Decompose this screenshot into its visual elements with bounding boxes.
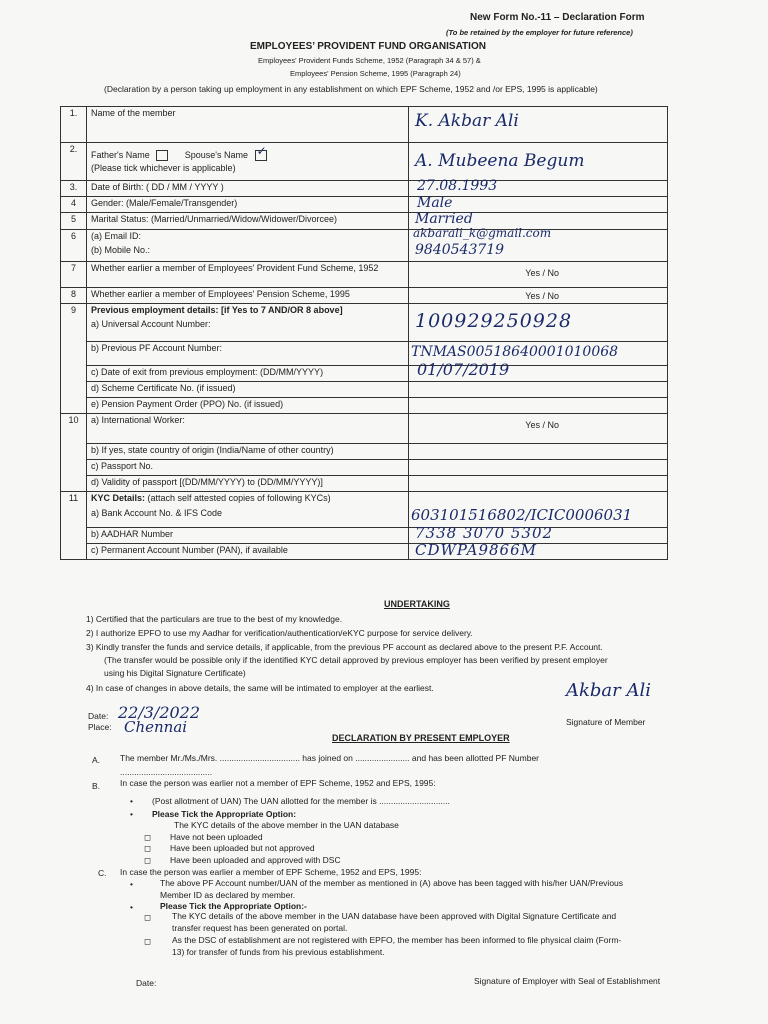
row-eps-member (61, 288, 668, 304)
row-label: b) AADHAR Number (87, 528, 409, 544)
uan-label: a) Universal Account Number: (91, 319, 211, 329)
father-spouse-cell (87, 143, 409, 181)
section-a-text: The member Mr./Ms./Mrs. .................................. has joined on ....................... and has been allotted PF Number (120, 753, 540, 763)
undertaking-item: 3) Kindly transfer the funds and service details, if applicable, from the previous PF account as declared above to the present P.F. Account. (86, 642, 603, 652)
scheme-cert-field[interactable] (409, 382, 668, 398)
row-father-spouse (61, 143, 668, 181)
pan-value: CDWPA9866M (415, 541, 538, 559)
option-c1-line2: transfer request has been generated on portal. (172, 923, 348, 933)
section-a-label: A. (92, 755, 101, 765)
row-label: Gender: (Male/Female/Transgender) (87, 197, 409, 213)
row-label: c) Passport No. (87, 460, 409, 476)
row-label: d) Scheme Certificate No. (if issued) (87, 382, 409, 398)
option-c1-line1: The KYC details of the above member in the UAN database have been approved with Digital Signature Certificate and (172, 911, 617, 921)
row-label: e) Pension Payment Order (PPO) No. (if issued) (87, 398, 409, 414)
intl-worker-field[interactable] (409, 414, 668, 444)
undertaking-item: 2) I authorize EPFO to use my Aadhar for verification/authentication/eKYC purpose for service delivery. (86, 628, 473, 638)
kyc-cell (87, 492, 409, 528)
employer-declaration-title: DECLARATION BY PRESENT EMPLOYER (332, 733, 510, 743)
undertaking-title: UNDERTAKING (384, 599, 450, 609)
row-label: Marital Status: (Married/Unmarried/Widow/Widower/Divorcee) (87, 213, 409, 230)
row-passport (61, 460, 668, 476)
bullet-icon: • (130, 879, 133, 889)
member-signature: Akbar Ali (566, 680, 651, 701)
prev-pf-value: TNMAS00518640001010068 (411, 344, 619, 360)
undertaking-item: 4) In case of changes in above details, the same will be intimated to employer at the earliest. (86, 683, 434, 693)
row-passport-validity (61, 476, 668, 492)
row-epf-member (61, 262, 668, 288)
kyc-subheading: The KYC details of the above member in the UAN database (174, 820, 399, 830)
passport-field[interactable] (409, 460, 668, 476)
member-name-value: K. Akbar Ali (415, 111, 519, 131)
bullet-icon: • (130, 809, 133, 819)
row-label: Whether earlier a member of Employees' Provident Fund Scheme, 1952 (87, 262, 409, 288)
gender-value: Male (417, 195, 453, 211)
row-number: 5 (61, 213, 87, 230)
member-details-table (60, 106, 668, 560)
mobile-value: 9840543719 (415, 242, 505, 258)
dob-value: 27.08.1993 (417, 178, 498, 194)
option-checkbox[interactable]: ◻ (144, 855, 152, 865)
tick-option-heading-c: Please Tick the Appropriate Option:- (160, 901, 307, 911)
mobile-label: (b) Mobile No.: (91, 245, 151, 255)
bank-value: 603101516802/ICIC0006031 (411, 506, 633, 524)
row-intl-worker (61, 414, 668, 444)
ppo-field[interactable] (409, 398, 668, 414)
place-label: Place: (88, 722, 112, 732)
spouse-label: Spouse's Name (184, 150, 249, 160)
yes-no-option: Yes / No (525, 268, 559, 278)
row-bank (61, 492, 668, 528)
tick-option-heading: Please Tick the Appropriate Option: (152, 809, 297, 819)
row-label: b) Previous PF Account Number: (87, 342, 409, 366)
email-value: akbarali_k@gmail.com (413, 226, 552, 240)
undertaking-item: using his Digital Signature Certificate) (104, 668, 246, 678)
row-number: 3. (61, 181, 87, 197)
uan-allotted-line: (Post allotment of UAN) The UAN allotted for the member is .............................. (152, 796, 450, 806)
aadhar-value: 7338 3070 5302 (415, 524, 554, 542)
scheme-line-2: Employees' Pension Scheme, 1995 (Paragraph 24) (290, 69, 461, 78)
kyc-note: (attach self attested copies of following KYCs) (147, 493, 331, 503)
row-exit-date (61, 366, 668, 382)
option-checkbox[interactable]: ◻ (144, 912, 152, 922)
row-member-name (61, 107, 668, 143)
undertaking-item: 1) Certified that the particulars are true to the best of my knowledge. (86, 614, 343, 624)
member-signature-label: Signature of Member (566, 717, 646, 727)
prev-employment-heading: Previous employment details: [if Yes to 7 AND/OR 8 above] (91, 305, 343, 315)
row-number: 7 (61, 262, 87, 288)
exit-date-field[interactable] (409, 360, 668, 382)
row-label: Name of the member (87, 107, 409, 143)
row-dob (61, 181, 668, 197)
eps-member-field[interactable] (409, 288, 668, 304)
row-number: 2. (61, 143, 87, 181)
row-label: Date of Birth: ( DD / MM / YYYY ) (87, 181, 409, 197)
bank-label: a) Bank Account No. & IFS Code (91, 508, 223, 518)
row-ppo (61, 398, 668, 414)
date-label: Date: (88, 711, 109, 721)
tagged-line-1: The above PF Account number/UAN of the member as mentioned in (A) above has been tagged with his/her UAN/Previous (160, 878, 624, 888)
marital-value: Married (415, 211, 473, 227)
passport-validity-field[interactable] (409, 476, 668, 492)
father-spouse-value: A. Mubeena Begum (415, 151, 585, 171)
row-gender (61, 197, 668, 213)
yes-no-option: Yes / No (525, 291, 559, 301)
row-number: 1. (61, 107, 87, 143)
option-checkbox[interactable]: ◻ (144, 936, 152, 946)
row-label: Whether earlier a member of Employees' Pension Scheme, 1995 (87, 288, 409, 304)
father-checkbox[interactable] (156, 150, 168, 161)
father-label: Father's Name (91, 150, 150, 160)
father-spouse-field[interactable] (409, 143, 668, 181)
tick-note: (Please tick whichever is applicable) (91, 163, 236, 174)
option-checkbox[interactable]: ◻ (144, 843, 152, 853)
option-checkbox[interactable]: ◻ (144, 832, 152, 842)
row-pan (61, 544, 668, 560)
row-label: c) Permanent Account Number (PAN), if available (87, 544, 409, 560)
org-title: EMPLOYEES’ PROVIDENT FUND ORGANISATION (250, 41, 486, 52)
place-value: Chennai (124, 718, 188, 736)
option-not-approved: Have been uploaded but not approved (170, 843, 315, 853)
row-prev-pf (61, 342, 668, 366)
bullet-icon: • (130, 902, 133, 912)
row-number: 8 (61, 288, 87, 304)
row-number: 11 (61, 492, 87, 560)
option-approved-dsc: Have been uploaded and approved with DSC (170, 855, 341, 865)
scheme-line-1: Employees' Provident Funds Scheme, 1952 (Paragraph 34 & 57) & (258, 56, 481, 65)
tagged-line-2: Member ID as declared by member. (160, 890, 296, 900)
pan-field[interactable] (409, 541, 668, 560)
row-scheme-cert (61, 382, 668, 398)
row-prev-uan (61, 304, 668, 342)
employer-date-label: Date: (136, 978, 157, 988)
declaration-note: (Declaration by a person taking up employment in any establishment on which EPF Scheme, 1952 and /or EPS, 1995 is applicable) (104, 84, 598, 94)
contact-field[interactable] (409, 226, 668, 262)
row-number: 4 (61, 197, 87, 213)
prev-employment-cell (87, 304, 409, 342)
kyc-heading: KYC Details: (91, 493, 146, 503)
date-value: 22/3/2022 (118, 703, 201, 722)
form-number: New Form No.-11 – Declaration Form (470, 12, 645, 23)
row-number: 9 (61, 304, 87, 414)
row-contact (61, 230, 668, 262)
retain-note: (To be retained by the employer for future reference) (446, 28, 633, 37)
row-label: a) International Worker: (87, 414, 409, 444)
option-c2-line2: 13) for transfer of funds from his previous establishment. (172, 947, 385, 957)
tick-mark: ✓ (256, 144, 267, 159)
employer-signature-label: Signature of Employer with Seal of Establishment (474, 976, 661, 986)
exit-date-value: 01/07/2019 (417, 360, 510, 379)
row-aadhar (61, 528, 668, 544)
undertaking-item: (The transfer would be possible only if the identified KYC detail approved by previous employer has been verified by present employer (104, 655, 608, 665)
row-label: c) Date of exit from previous employment: (DD/MM/YYYY) (87, 366, 409, 382)
spouse-checkbox[interactable] (255, 144, 267, 161)
uan-field[interactable] (409, 304, 668, 342)
row-label: d) Validity of passport [(DD/MM/YYYY) to (DD/MM/YYYY)] (87, 476, 409, 492)
row-country (61, 444, 668, 460)
option-not-uploaded: Have not been uploaded (170, 832, 263, 842)
row-label: b) If yes, state country of origin (India/Name of other country) (87, 444, 409, 460)
member-name-field[interactable] (409, 107, 668, 143)
email-label: (a) Email ID: (91, 231, 142, 241)
row-marital-status (61, 213, 668, 230)
row-number: 10 (61, 414, 87, 492)
bullet-icon: • (130, 796, 133, 806)
uan-value: 100929250928 (415, 310, 573, 332)
bank-field[interactable] (409, 492, 668, 528)
section-b-label: B. (92, 781, 101, 791)
row-number: 6 (61, 230, 87, 262)
yes-no-option: Yes / No (525, 420, 559, 430)
section-c-text: In case the person was earlier a member of EPF Scheme, 1952 and EPS, 1995: (120, 867, 422, 877)
epf-member-field[interactable] (409, 262, 668, 288)
section-a-cont: ....................................... (120, 767, 213, 777)
section-b-text: In case the person was earlier not a member of EPF Scheme, 1952 and EPS, 1995: (120, 778, 436, 788)
section-c-label: C. (98, 868, 107, 878)
option-c2-line1: As the DSC of establishment are not registered with EPFO, the member has been informed to file physical claim (Form- (172, 935, 622, 945)
contact-cell (87, 230, 409, 262)
country-field[interactable] (409, 444, 668, 460)
